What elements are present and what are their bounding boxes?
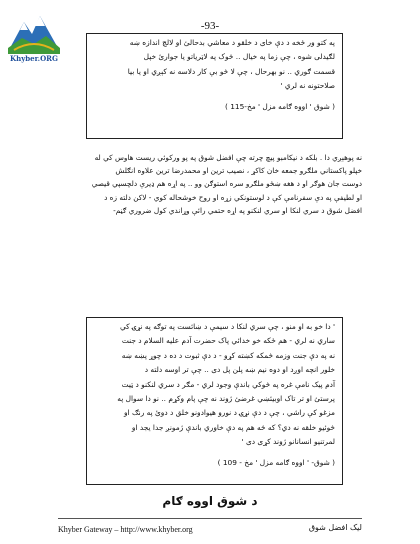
page-number: -93- — [200, 20, 220, 32]
quote-line: قسمت ګوري .. نو بهرحال ، چې لا څو بې کار دلاسه نه کېږي او يا بيا — [127, 66, 335, 76]
body-paragraph — [58, 151, 362, 217]
footer-author: ليک افضل شوق — [308, 523, 362, 532]
quote-source: ( شوق- ' اووه ګامه مزل ' مخ - 109 ) — [217, 457, 335, 467]
quote-source: ( شوق ' اووه ګامه مزل ' مخ-115 ) — [224, 101, 335, 111]
quote-line: لمرتنيو انسانانو ژوند کړی دی ' — [241, 437, 335, 447]
section-heading: د شوق اووه ګام — [162, 494, 258, 508]
quote-line: مزغو کې راشي ، چې د دې نړۍ د نورو هيوادونو خلق د دوئ په رنګ او — [124, 408, 335, 418]
footer-site-link[interactable]: Khyber Gateway – http://www.khyber.org — [58, 525, 193, 534]
quote-line: آدم پيک نامې غره په څوکي باندې وجود لري - مګر د سري لنکنو د ټيت — [121, 379, 335, 389]
quote-line: پرستئ او تر تاک اوبيئښي غرضئ ژوند نه چې پام وکړم .. نو دا سوال په — [117, 394, 335, 404]
paragraph-line: دوست جان هوګر او د هغه ښځو ملګرو سره استوګن وو .. په اړه هم ډيرې دلچسپي قيصي — [91, 179, 362, 189]
footer-divider — [58, 518, 362, 519]
paragraph-line: نه پوهېږي دا . بلکه د نيکامبو پيچ چرته چې افضل شوق په پو ورکوئي ريست هاوس کي له — [94, 153, 362, 162]
quote-line: خلور انچه اوږد او دوه نيم ښه پلن پل دی .. چې تر اوسه دلته د — [144, 365, 335, 375]
paragraph-line: او لطيفې په دې سفرنامې کې د لوستونکي زړه او روح خوشحاله کوي - لاکن دلته زه د — [104, 192, 362, 202]
quote-line: څوئيو خلقه نه دي؟ که څه هم په دې خاوري باندې ژمونږ جدا يجد او — [131, 422, 335, 432]
quote-line: لګيدلى شوه ، چې زما په خيال .. څوک په لاټرياتو يا جوارئ خپل — [143, 52, 335, 62]
quote-line: ' دا خو به او منو ، چې سري لنکا د سيمې د ښائست په توګه په نړۍ کي — [119, 322, 335, 331]
quote-line: ساري نه لري - هم ځکه خو خدائي پاک حضرت آدم عليه السلام د جنت — [121, 336, 335, 346]
quote-box-1 — [86, 33, 343, 139]
quote-box-2 — [86, 317, 343, 485]
logo-caption: Khyber.ORG — [10, 54, 58, 63]
quote-line: په کتو ور ځخه د دې خاى د خلقو د معاشي بدحالئ او لالچ اندازه ښه — [129, 38, 335, 47]
paragraph-line: افضل شوق د سري لنکا او سري لنکنو په اړه حتمي رائې وړاندي کول ضروري ګڼم- — [113, 205, 362, 215]
quote-line: نه په دې جنت وزمه څمکه کښته کړو - د دې ثبوت د ده د چوړ پښه ښه — [121, 350, 335, 360]
paragraph-line: خپلو پاکستاني ملګرو جمعه خان کاکړ ، نصيب ترين او محمدرضا ترين علاوه انګلش — [115, 166, 362, 176]
quote-line: صلاحتونه نه لري ' — [280, 81, 335, 91]
